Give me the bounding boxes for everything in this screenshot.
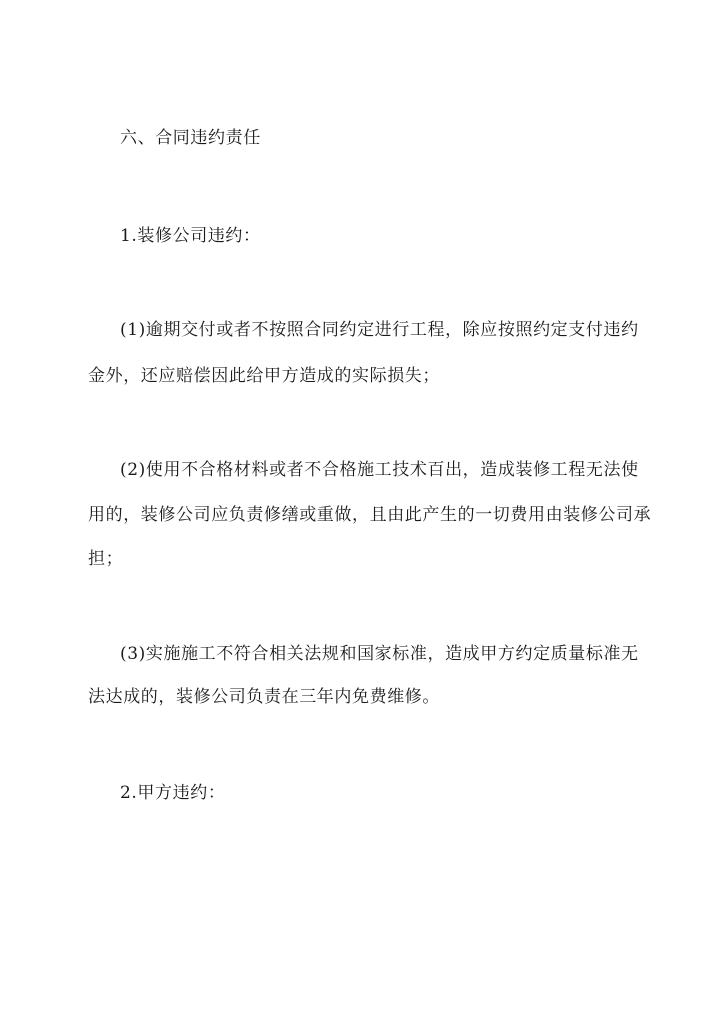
item-3-line-1: (3)实施施工不符合相关法规和国家标准，造成甲方约定质量标准无 [120,644,639,664]
item-1-line-2: 金外，还应赔偿因此给甲方造成的实际损失； [88,366,440,386]
item-2-line-3: 担； [88,549,124,569]
item-2-line-2: 用的，装修公司应负责修缮或重做，且由此产生的一切费用由装修公司承 [88,505,652,525]
item-3-line-2: 法达成的，装修公司负责在三年内免费维修。 [88,687,440,707]
client-breach-heading: 2.甲方违约： [120,783,226,803]
item-1-line-1: (1)逾期交付或者不按照合同约定进行工程，除应按照约定支付违约 [120,320,639,340]
item-2-line-1: (2)使用不合格材料或者不合格施工技术百出，造成装修工程无法使 [120,460,639,480]
section-heading: 六、合同违约责任 [120,128,261,148]
contractor-breach-heading: 1.装修公司违约： [120,226,261,246]
